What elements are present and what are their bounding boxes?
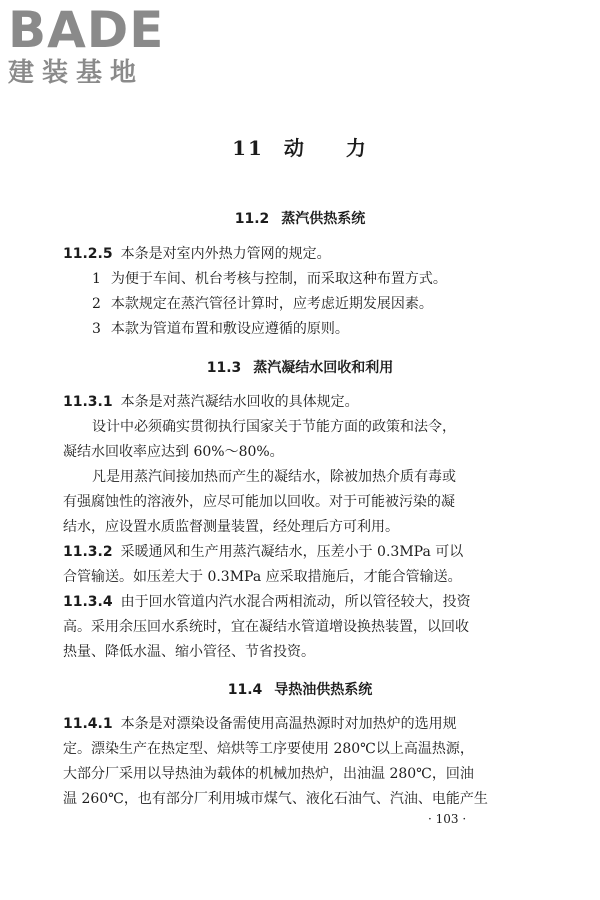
- paragraph-line: 有强腐蚀性的溶液外，应尽可能加以回收。对于可能被污染的凝: [63, 494, 455, 510]
- section-number: 11.2: [234, 211, 270, 227]
- clause-number: 11.3.2: [63, 544, 113, 560]
- watermark-logo: [8, 1, 178, 88]
- clause-number: 11.4.1: [63, 716, 113, 732]
- clause-text: 本条是对蒸汽凝结水回收的具体规定。: [120, 394, 359, 410]
- chapter-title: [0, 132, 600, 161]
- clause-text: 由于回水管道内汽水混合两相流动，所以管径较大，投资: [120, 594, 471, 610]
- item-text: 本款规定在蒸汽管径计算时，应考虑近期发展因素。: [110, 296, 433, 312]
- clause-11-3-1: [63, 392, 543, 412]
- item-number: 1: [92, 271, 101, 287]
- paragraph-line: 大部分厂采用以导热油为载体的机械加热炉，出油温 280℃，回油: [63, 766, 474, 782]
- paragraph-line: 结水，应设置水质监督测量装置，经处理后方可利用。: [63, 519, 399, 535]
- clause-text: 本条是对室内外热力管网的规定。: [120, 246, 331, 262]
- chapter-title-part2: 力: [345, 136, 368, 160]
- item-text: 本款为管道布置和敷设应遵循的原则。: [110, 321, 349, 337]
- paragraph-line: 热量、降低水温、缩小管径、节省投资。: [63, 644, 315, 660]
- clause-11-3-4: [63, 592, 543, 612]
- clause-number: 11.3.4: [63, 594, 113, 610]
- paragraph-line: 凡是用蒸汽间接加热而产生的凝结水，除被加热介质有毒或: [92, 469, 456, 485]
- chapter-title-part1: 动: [283, 136, 306, 160]
- item-text: 为便于车间、机台考核与控制，而采取这种布置方式。: [110, 271, 447, 287]
- section-title: 蒸汽凝结水回收和利用: [253, 360, 394, 376]
- clause-text: 采暖通风和生产用蒸汽凝结水，压差小于 0.3MPa 可以: [120, 544, 464, 560]
- item-number: 3: [92, 321, 101, 337]
- logo-subtitle: 建装基地: [8, 58, 145, 88]
- paragraph-line: 温 260℃，也有部分厂利用城市煤气、液化石油气、汽油、电能产生: [63, 791, 488, 807]
- section-number: 11.3: [206, 360, 242, 376]
- paragraph-line: 合管输送。如压差大于 0.3MPa 应采取措施后，才能合管输送。: [63, 569, 462, 585]
- section-heading: [0, 357, 600, 377]
- section-number: 11.4: [227, 682, 263, 698]
- clause-11-2-5: [63, 244, 543, 264]
- section-heading: [0, 208, 600, 228]
- clause-text: 本条是对漂染设备需使用高温热源时对加热炉的选用规: [120, 716, 457, 732]
- paragraph-line: 凝结水回收率应达到 60%～80%。: [63, 444, 284, 460]
- section-title: 蒸汽供热系统: [281, 211, 366, 227]
- chapter-number: 11: [232, 136, 264, 160]
- list-item: [92, 319, 572, 339]
- clause-number: 11.2.5: [63, 246, 113, 262]
- clause-number: 11.3.1: [63, 394, 113, 410]
- paragraph-line: 设计中必须确实贯彻执行国家关于节能方面的政策和法令，: [92, 419, 456, 435]
- list-item: [92, 294, 572, 314]
- section-heading: [0, 679, 600, 699]
- clause-11-3-2: [63, 542, 543, 562]
- paragraph-line: 高。采用余压回水系统时，宜在凝结水管道增设换热装置，以回收: [63, 619, 469, 635]
- paragraph-line: 定。漂染生产在热定型、焙烘等工序要使用 280℃以上高温热源，: [63, 741, 474, 757]
- logo-brand: BADE: [8, 1, 165, 59]
- clause-11-4-1: [63, 714, 543, 734]
- page-number: · 103 ·: [428, 812, 467, 826]
- item-number: 2: [92, 296, 101, 312]
- section-title: 导热油供热系统: [274, 682, 373, 698]
- list-item: [92, 269, 572, 289]
